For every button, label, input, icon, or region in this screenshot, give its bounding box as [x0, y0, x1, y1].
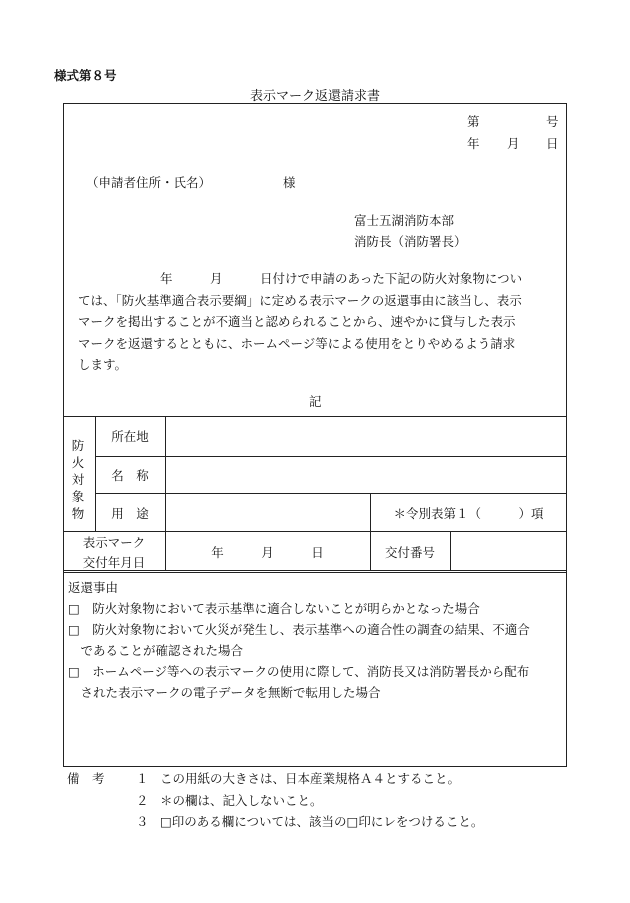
- issuer-org: 富士五湖消防本部: [354, 213, 455, 228]
- date-day: 日: [546, 136, 559, 151]
- name-label: 名 称: [111, 468, 149, 483]
- date-month: 月: [507, 136, 520, 151]
- reason-item-2[interactable]: □ 防火対象物において火災が発生し、表示基準への適合性の調査の結果、不適合: [68, 622, 530, 637]
- fire-target-side-label: 防 火 対 象 物: [71, 438, 85, 521]
- notes-label: 備 考: [67, 771, 105, 786]
- body-line: ては、「防火基準適合表示要綱」に定める表示マークの返還事由に該当し、表示: [78, 292, 522, 308]
- mark-label-line1: 表示マーク: [82, 535, 146, 550]
- mark-label-line2: 交付年月日: [82, 555, 146, 570]
- mark-issue-date: 年 月 日: [211, 545, 324, 560]
- reason-item-3[interactable]: □ ホームページ等への表示マークの使用に際して、消防長又は消防署長から配布: [68, 664, 530, 679]
- use-category-note: ＊令別表第１（ ）項: [393, 506, 544, 521]
- date-year: 年: [467, 136, 480, 151]
- table-row-line: [63, 531, 567, 532]
- table-col-line: [450, 531, 451, 570]
- note-text: ＊の欄は、記入しないこと。: [160, 792, 323, 808]
- body-line: 年 月 日付けで申請のあった下記の防火対象物につい: [160, 271, 523, 286]
- form-number: 様式第８号: [54, 68, 117, 83]
- request-body: [78, 268, 562, 376]
- issuer-title: 消防長（消防署長）: [354, 234, 467, 249]
- note-number: ２: [136, 792, 149, 808]
- note-text: □印のある欄については、該当の□印にレをつけること。: [160, 814, 484, 829]
- reason-item-2-cont: であることが確認された場合: [68, 643, 244, 658]
- body-line: マークを掲出することが不適当と認められることから、速やかに貸与した表示: [78, 314, 516, 329]
- return-reasons: [68, 577, 564, 703]
- note-text: この用紙の大きさは、日本産業規格Ａ４とすること。: [160, 771, 461, 786]
- note-number: １: [136, 771, 149, 786]
- body-line: マークを返還するとともに、ホームページ等による使用をとりやめるよう請求: [78, 335, 516, 351]
- document-title: 表示マーク返還請求書: [249, 89, 380, 104]
- address-label: 所在地: [111, 429, 149, 444]
- issue-number-label: 交付番号: [384, 545, 435, 560]
- body-line: します。: [78, 357, 128, 372]
- reason-item-1[interactable]: □ 防火対象物において表示基準に適合しないことが明らかとなった場合: [68, 601, 480, 616]
- reasons-heading: 返還事由: [68, 580, 119, 595]
- note-number: ３: [136, 814, 149, 829]
- number-go: 号: [546, 114, 559, 129]
- number-dai: 第: [467, 114, 480, 129]
- use-label: 用 途: [111, 506, 149, 521]
- reason-item-3-cont: された表示マークの電子データを無断で転用した場合: [68, 685, 381, 700]
- ki-heading: 記: [309, 394, 322, 409]
- table-top-line: [63, 416, 567, 417]
- applicant-sama: 様: [283, 175, 296, 190]
- applicant-label: （申請者住所・氏名）: [86, 175, 212, 190]
